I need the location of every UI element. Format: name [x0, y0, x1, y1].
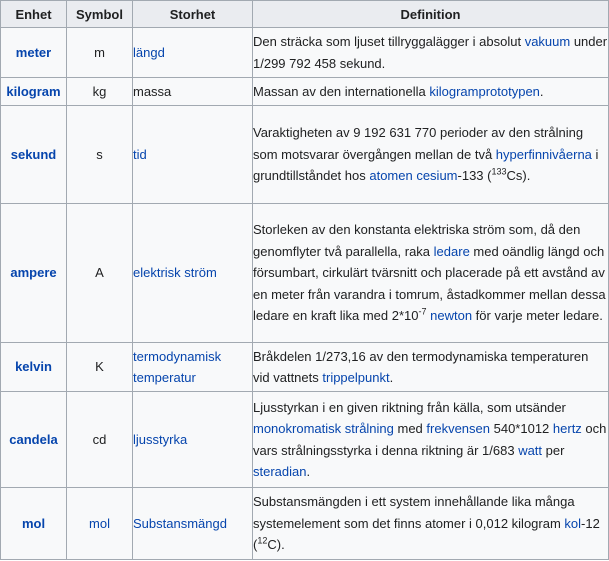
link-hyperfinnivaerna[interactable]: hyperfinnivåerna: [495, 146, 592, 162]
definition-text: Varaktigheten av 9 192 631 770 perioder av den strålning som motsvarar övergången mellan de två: [253, 125, 584, 162]
definition-text: med oändlig längd och försumbart, cirkulärt tvärsnitt och placerade på ett avstånd av en meter från varandra i tomrum, åstadkommer mellan dessa ledare en kraft lika med 2*10: [253, 243, 606, 324]
definition-text: .: [306, 464, 311, 479]
header-quantity[interactable]: Storhet: [133, 1, 253, 28]
link-frekvensen[interactable]: frekvensen: [426, 421, 490, 436]
symbol-cell: kg: [67, 78, 133, 106]
table-row-mol: [1, 488, 609, 560]
definition-text: -133 (: [457, 168, 492, 184]
definition-text: Den sträcka som ljuset tillryggalägger i absolut: [253, 34, 525, 49]
definition-cell: [253, 78, 609, 106]
quantity-cell: [133, 78, 253, 106]
symbol-cell: cd: [67, 392, 133, 488]
definition-cell: [253, 488, 609, 560]
definition-text: .: [389, 370, 394, 385]
header-definition[interactable]: Definition: [253, 1, 609, 28]
unit-link-ampere[interactable]: ampere: [10, 265, 57, 281]
definition-text: -12 (: [253, 515, 600, 553]
definition-cell: [253, 106, 609, 204]
quantity-cell: [133, 488, 253, 560]
unit-cell: [1, 488, 67, 560]
link-monokromatisk-stralning[interactable]: monokromatisk strålning: [253, 421, 394, 436]
link-vakuum[interactable]: vakuum: [524, 34, 571, 49]
unit-cell: [1, 78, 67, 106]
table-row-sekund: [1, 106, 609, 204]
quantity-link-tid[interactable]: tid: [133, 146, 147, 162]
quantity-text-massa: massa: [133, 83, 172, 99]
superscript: 133: [491, 166, 507, 177]
quantity-cell: [133, 343, 253, 392]
quantity-link-ljusstyrka[interactable]: ljusstyrka: [133, 431, 188, 447]
symbol-cell: s: [67, 106, 133, 204]
definition-cell: [253, 204, 609, 343]
table-row-kilogram: [1, 78, 609, 106]
link-newton[interactable]: newton: [430, 308, 473, 324]
quantity-cell: [133, 106, 253, 204]
definition-text: Massan av den internationella: [253, 83, 430, 99]
quantity-link-langd[interactable]: längd: [133, 44, 165, 60]
symbol-cell: A: [67, 204, 133, 343]
unit-cell: [1, 204, 67, 343]
unit-link-mol[interactable]: mol: [21, 515, 46, 531]
definition-text: med: [393, 421, 427, 436]
symbol-cell: K: [67, 343, 133, 392]
definition-text: under 1/299 792 458 sekund.: [253, 34, 608, 71]
unit-link-kelvin[interactable]: kelvin: [15, 359, 52, 375]
quantity-link-termodynamisk-temperatur[interactable]: termodynamisk temperatur: [133, 348, 222, 385]
link-hertz[interactable]: hertz: [552, 421, 582, 436]
symbol-cell: m: [67, 28, 133, 78]
header-symbol[interactable]: Symbol: [67, 1, 133, 28]
link-trippelpunkt[interactable]: trippelpunkt: [322, 370, 390, 385]
table-row-kelvin: [1, 343, 609, 392]
link-watt[interactable]: watt: [518, 442, 543, 458]
definition-text: C).: [267, 537, 285, 553]
link-ledare[interactable]: ledare: [433, 243, 470, 259]
quantity-cell: [133, 28, 253, 78]
unit-cell: [1, 392, 67, 488]
definition-text: Substansmängden i ett system innehållande lika många systemelement som det finns atomer i 0,012 kilogram: [253, 494, 575, 531]
header-unit[interactable]: Enhet: [1, 1, 67, 28]
link-atomen-cesium[interactable]: atomen cesium: [369, 168, 458, 184]
definition-text: Cs).: [506, 168, 531, 184]
table-row-candela: [1, 392, 609, 488]
definition-text: 540*1012: [490, 421, 553, 436]
definition-cell: [253, 343, 609, 392]
symbol-link-mol[interactable]: mol: [89, 515, 110, 531]
definition-text: för varje meter ledare.: [472, 308, 603, 324]
table-row-meter: [1, 28, 609, 78]
unit-link-sekund[interactable]: sekund: [10, 146, 57, 162]
link-steradian[interactable]: steradian: [253, 464, 307, 479]
symbol-cell: [67, 488, 133, 560]
unit-cell: [1, 28, 67, 78]
unit-link-candela[interactable]: candela: [9, 431, 58, 447]
quantity-link-elektrisk-strom[interactable]: elektrisk ström: [133, 265, 217, 281]
unit-link-kilogram[interactable]: kilogram: [6, 83, 61, 99]
definition-text: Ljusstyrkan i en given riktning från källa, som utsänder: [253, 399, 566, 415]
superscript: 12: [257, 535, 268, 546]
definition-text: .: [539, 83, 544, 99]
definition-cell: [253, 392, 609, 488]
unit-cell: [1, 343, 67, 392]
superscript: -7: [418, 306, 427, 317]
table-row-ampere: [1, 204, 609, 343]
definition-text: per: [542, 442, 565, 458]
link-kol[interactable]: kol: [564, 515, 582, 531]
quantity-cell: [133, 204, 253, 343]
definition-text: Bråkdelen 1/273,16 av den termodynamiska temperaturen vid vattnets: [253, 348, 589, 385]
quantity-link-substansmangd[interactable]: Substansmängd: [133, 515, 227, 531]
quantity-cell: [133, 392, 253, 488]
unit-cell: [1, 106, 67, 204]
definition-text: och vars strålningsstyrka i denna riktning är 1/683: [253, 421, 607, 458]
unit-link-meter[interactable]: meter: [15, 44, 52, 60]
link-kilogramprototypen[interactable]: kilogramprototypen: [429, 83, 540, 99]
definition-text: Storleken av den konstanta elektriska ström som, då den genomflyter två parallella, raka: [253, 222, 581, 259]
header-row: [1, 1, 609, 28]
definition-text: i grundtillståndet hos: [253, 146, 599, 184]
definition-cell: [253, 28, 609, 78]
